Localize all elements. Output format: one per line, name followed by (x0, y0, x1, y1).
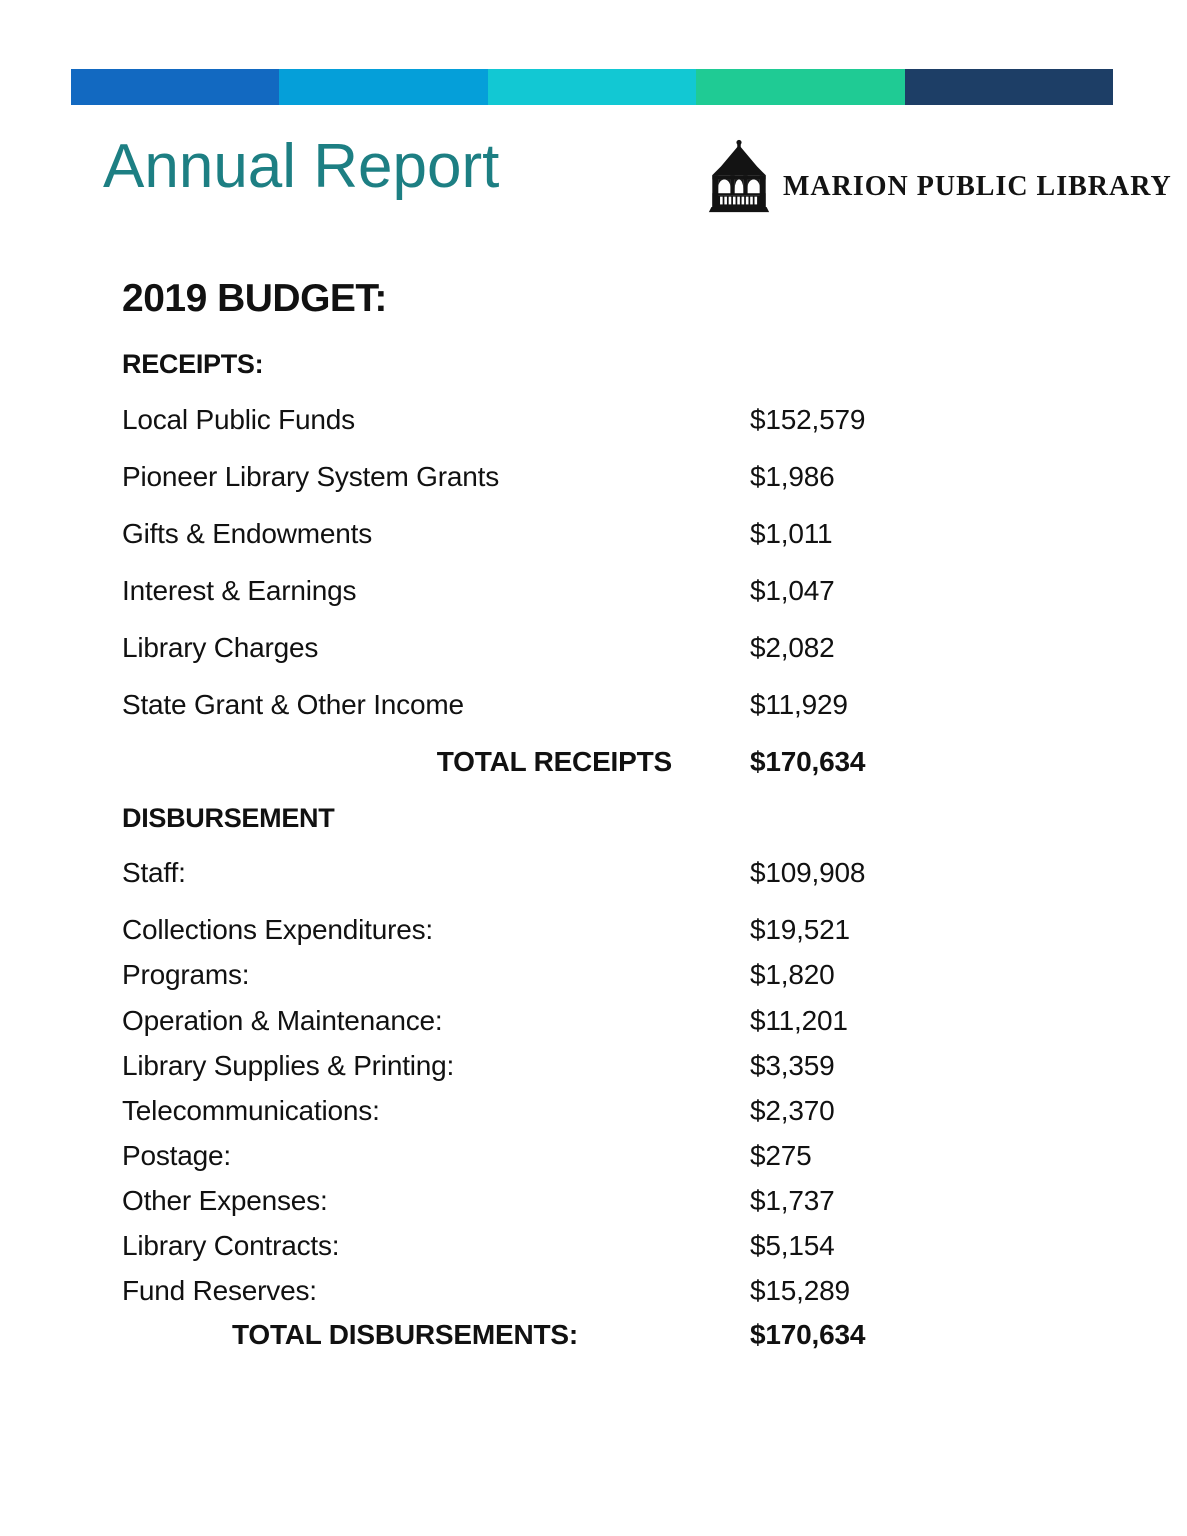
row-value: $3,359 (750, 1050, 835, 1081)
receipt-row (122, 688, 1102, 722)
receipts-heading: RECEIPTS: (122, 349, 264, 379)
row-value: $15,289 (750, 1275, 850, 1306)
total-disbursements-row (122, 1318, 1102, 1352)
row-label: Library Charges (122, 632, 319, 663)
row-value: $109,908 (750, 857, 866, 888)
row-value: $1,737 (750, 1185, 835, 1216)
gazebo-icon (708, 139, 770, 213)
row-label: Staff: (122, 857, 186, 888)
library-logo (708, 139, 1172, 213)
disbursement-row (122, 1184, 1102, 1218)
total-receipts-label: TOTAL RECEIPTS (436, 746, 672, 777)
row-value: $19,521 (750, 914, 850, 945)
row-label: State Grant & Other Income (122, 689, 464, 720)
row-label: Operation & Maintenance: (122, 1005, 443, 1036)
row-value: $275 (750, 1140, 812, 1171)
disbursement-row (122, 913, 1102, 947)
disbursement-row (122, 1094, 1102, 1128)
receipt-row (122, 574, 1102, 608)
row-label: Local Public Funds (122, 404, 355, 435)
row-label: Library Supplies & Printing: (122, 1050, 455, 1081)
row-value: $11,201 (750, 1005, 848, 1036)
receipt-row (122, 517, 1102, 551)
row-value: $1,047 (750, 575, 835, 606)
budget-heading: 2019 BUDGET: (122, 277, 387, 320)
disbursement-row (122, 1049, 1102, 1083)
total-disbursements-label: TOTAL DISBURSEMENTS: (231, 1319, 578, 1350)
row-value: $2,082 (750, 632, 835, 663)
row-value: $152,579 (750, 404, 866, 435)
disbursement-row (122, 1004, 1102, 1038)
receipt-row (122, 460, 1102, 494)
receipt-row (122, 631, 1102, 665)
disbursement-heading: DISBURSEMENT (122, 803, 335, 833)
disbursement-row (122, 1139, 1102, 1173)
row-label: Library Contracts: (122, 1230, 340, 1261)
row-value: $2,370 (750, 1095, 835, 1126)
row-value: $1,820 (750, 959, 835, 990)
row-label: Pioneer Library System Grants (122, 461, 500, 492)
row-label: Postage: (122, 1140, 231, 1171)
row-value: $1,011 (750, 518, 833, 549)
bar-segment-navy (905, 69, 1113, 105)
disbursement-row (122, 856, 1102, 890)
bar-segment-blue (71, 69, 279, 105)
disbursement-row (122, 1274, 1102, 1308)
row-label: Interest & Earnings (122, 575, 357, 606)
bar-segment-green (696, 69, 904, 105)
receipt-row (122, 403, 1102, 437)
decorative-color-bar (71, 69, 1113, 105)
row-label: Programs: (122, 959, 250, 990)
logo-text: MARION PUBLIC LIBRARY (783, 171, 1172, 202)
row-label: Gifts & Endowments (122, 518, 373, 549)
total-receipts-row (122, 745, 1102, 779)
row-label: Collections Expenditures: (122, 914, 433, 945)
row-label: Fund Reserves: (122, 1275, 317, 1306)
row-value: $11,929 (750, 689, 848, 720)
row-value: $5,154 (750, 1230, 835, 1261)
row-value: $1,986 (750, 461, 835, 492)
total-disbursements-value: $170,634 (750, 1319, 866, 1350)
disbursement-row (122, 958, 1102, 992)
total-receipts-value: $170,634 (750, 746, 866, 777)
row-label: Other Expenses: (122, 1185, 328, 1216)
bar-segment-cyan (488, 69, 696, 105)
disbursement-row (122, 1229, 1102, 1263)
page-title: Annual Report (103, 132, 500, 201)
row-label: Telecommunications: (122, 1095, 380, 1126)
bar-segment-lightblue (279, 69, 487, 105)
